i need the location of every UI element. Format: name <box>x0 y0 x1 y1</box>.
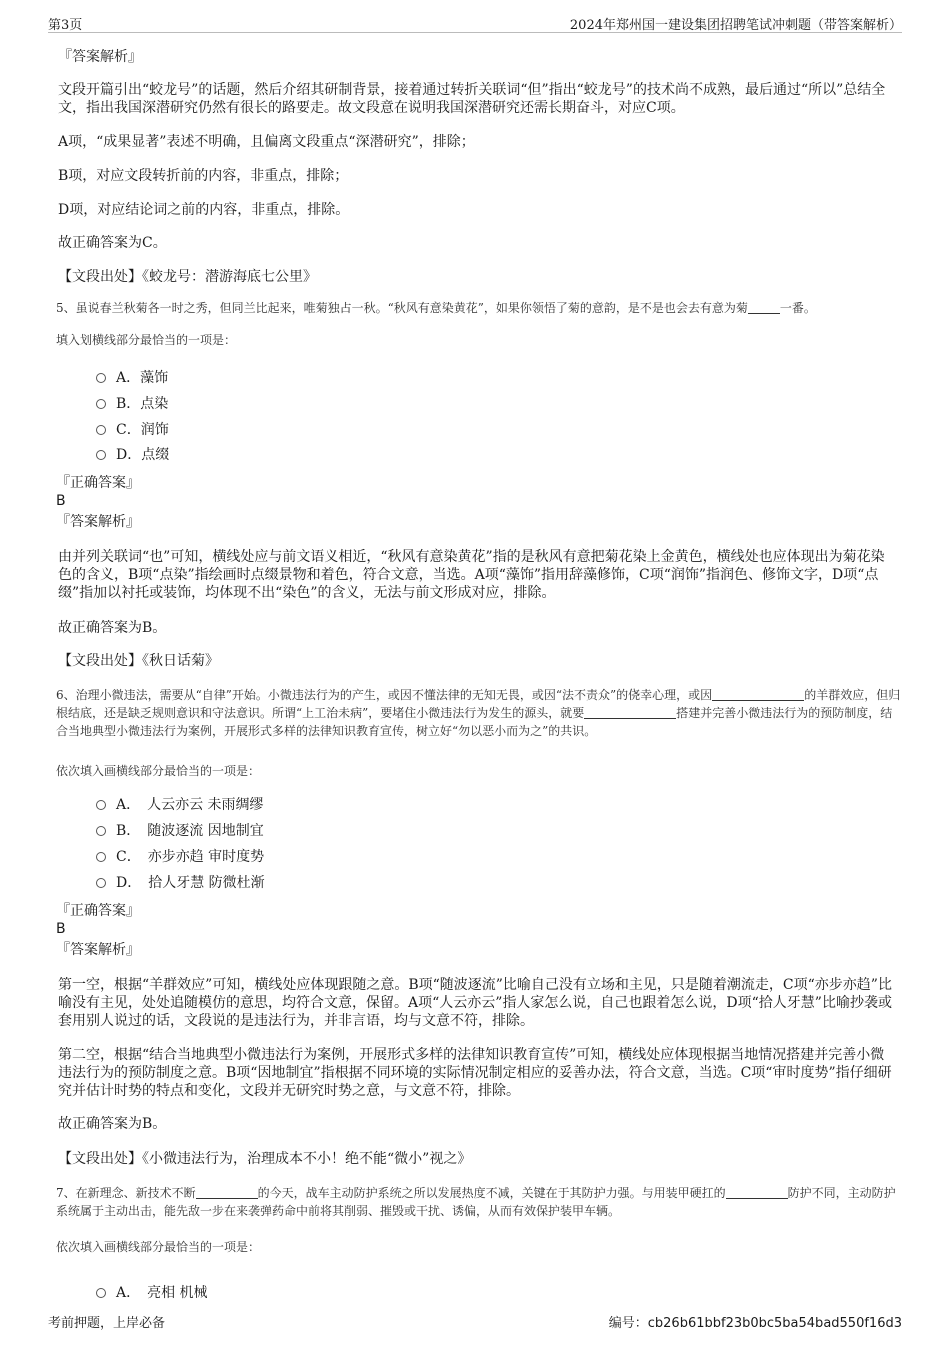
q4-option-a-note: A项，“成果显著”表述不明确，且偏离文段重点“深潜研究”，排除； <box>58 134 475 150</box>
radio-icon[interactable] <box>96 373 106 383</box>
q5-stem: 5、虽说春兰秋菊各一时之秀，但同兰比起来，唯菊独占一秋。“秋风有意染黄花”，如果你领悟了菊的意韵，是不是也会去有意为菊 一番。 <box>56 301 816 315</box>
document-title: 2024年郑州国一建设集团招聘笔试冲刺题（带答案解析） <box>569 18 902 33</box>
q5-option-c[interactable]: C．润饰 <box>96 421 169 439</box>
q6-analysis-label: 『答案解析』 <box>56 942 140 958</box>
radio-icon[interactable] <box>96 800 106 810</box>
radio-icon[interactable] <box>96 852 106 862</box>
q5-correct-answer: B <box>56 493 66 509</box>
q6-option-c[interactable]: C． 亦步亦趋 审时度势 <box>96 848 264 866</box>
q4-option-d-note: D项，对应结论词之前的内容，非重点，排除。 <box>58 202 350 218</box>
q5-option-a[interactable]: A．藻饰 <box>96 369 168 387</box>
footer-slogan: 考前押题，上岸必备 <box>48 1316 166 1331</box>
q6-conclusion: 故正确答案为B。 <box>58 1116 167 1132</box>
q4-analysis-text: 文段开篇引出“蛟龙号”的话题，然后介绍其研制背景，接着通过转折关联词“但”指出“蛟龙号”的技术尚不成熟，最后通过“所以”总结全文，指出我国深潜研究仍然有很长的路要走。故文段意在说明我国深潜研究还需长期奋斗，对应C项。 <box>58 82 886 116</box>
q5-correct-label: 『正确答案』 <box>56 475 140 491</box>
q7-prompt: 依次填入画横线部分最恰当的一项是： <box>56 1240 261 1254</box>
q4-source: 【文段出处】《蛟龙号：潜游海底七公里》 <box>58 269 317 285</box>
q5-analysis-text: 由并列关联词“也”可知，横线处应与前文语义相近，“秋风有意染黄花”指的是秋风有意把菊花染上金黄色，横线处也应体现出为菊花染色的含义，B项“点染”指绘画时点缀景物和着色，符合文意，当选。A项“藻饰”指用辞藻修饰，C项“润饰”指润色、修饰文字，D项“点缀”指加以衬托或装饰，均体现不出“染色”的含义，无法与前文形成对应，排除。 <box>58 549 885 601</box>
page-header <box>48 12 902 32</box>
q6-source: 【文段出处】《小微违法行为，治理成本不小！绝不能“微小”视之》 <box>58 1151 472 1167</box>
q6-option-d[interactable]: D． 拾人牙慧 防微杜渐 <box>96 874 265 892</box>
q7-blank-2 <box>726 1186 788 1199</box>
radio-icon[interactable] <box>96 826 106 836</box>
header-divider <box>48 32 902 33</box>
q6-option-a[interactable]: A． 人云亦云 未雨绸缪 <box>96 796 264 814</box>
radio-icon[interactable] <box>96 878 106 888</box>
page-number: 第3页 <box>48 18 83 33</box>
radio-icon[interactable] <box>96 425 106 435</box>
q6-blank-2 <box>584 706 676 719</box>
q5-blank <box>748 301 780 314</box>
q5-analysis-label: 『答案解析』 <box>56 514 140 530</box>
q4-option-b-note: B项，对应文段转折前的内容，非重点，排除； <box>58 168 349 184</box>
q5-prompt: 填入划横线部分最恰当的一项是： <box>56 333 237 347</box>
q7-blank-1 <box>196 1186 258 1199</box>
q6-blank-1 <box>712 688 804 701</box>
q6-analysis-2: 第二空，根据“结合当地典型小微违法行为案例，开展形式多样的法律知识教育宣传”可知，横线处应体现根据当地情况搭建并完善小微违法行为的预防制度之意。B项“因地制宜”指根据不同环境的实际情况制定相应的妥善办法，符合文意，当选。C项“审时度势”指仔细研究并估计时势的特点和变化，文段并无研究时势之意，与文意不符，排除。 <box>58 1047 892 1099</box>
q5-source: 【文段出处】《秋日话菊》 <box>58 653 219 669</box>
q4-conclusion: 故正确答案为C。 <box>58 235 167 251</box>
q6-prompt: 依次填入画横线部分最恰当的一项是： <box>56 764 261 778</box>
q7-option-a[interactable]: A． 亮相 机械 <box>96 1284 208 1302</box>
footer-serial: 编号：cb26b61bbf23b0bc5ba54bad550f16d3 <box>608 1316 902 1331</box>
q6-correct-label: 『正确答案』 <box>56 903 140 919</box>
q5-option-d[interactable]: D．点缀 <box>96 446 169 464</box>
q5-conclusion: 故正确答案为B。 <box>58 620 167 636</box>
q6-option-b[interactable]: B． 随波逐流 因地制宜 <box>96 822 264 840</box>
q4-analysis-label: 『答案解析』 <box>58 49 142 65</box>
q7-stem: 7、在新理念、新技术不断 的今天，战车主动防护系统之所以发展热度不减，关键在于其防护力强。与用装甲硬扛的 防护不同，主动防护系统属于主动出击，能先敌一步在来袭弹药命中前将其削弱、摧毁或干扰、诱偏，从而有效保护装甲车辆。 <box>56 1186 896 1218</box>
q6-correct-answer: B <box>56 921 66 937</box>
q5-option-b[interactable]: B．点染 <box>96 395 168 413</box>
radio-icon[interactable] <box>96 399 106 409</box>
radio-icon[interactable] <box>96 450 106 460</box>
q6-stem: 6、治理小微违法，需要从“自律”开始。小微违法行为的产生，或因不懂法律的无知无畏，或因“法不责众”的侥幸心理，或因 的羊群效应，但归根结底，还是缺乏规则意识和守法意识。所谓“上工治未病”，要堵住小微违法行为发生的源头，就要 搭建并完善小微违法行为的预防制度，结合当地典型小微违法行为案例，开展形式多样的法律知识教育宣传，树立好“勿以恶小而为之”的共识。 <box>56 688 901 738</box>
radio-icon[interactable] <box>96 1288 106 1298</box>
q6-analysis-1: 第一空，根据“羊群效应”可知，横线处应体现跟随之意。B项“随波逐流”比喻自己没有立场和主见，只是随着潮流走，C项“亦步亦趋”比喻没有主见，处处追随模仿的意思，均符合文意，保留。A项“人云亦云”指人家怎么说，自己也跟着怎么说，D项“拾人牙慧”比喻抄袭或套用别人说过的话，文段说的是违法行为，并非言语，均与文意不符，排除。 <box>58 977 892 1029</box>
